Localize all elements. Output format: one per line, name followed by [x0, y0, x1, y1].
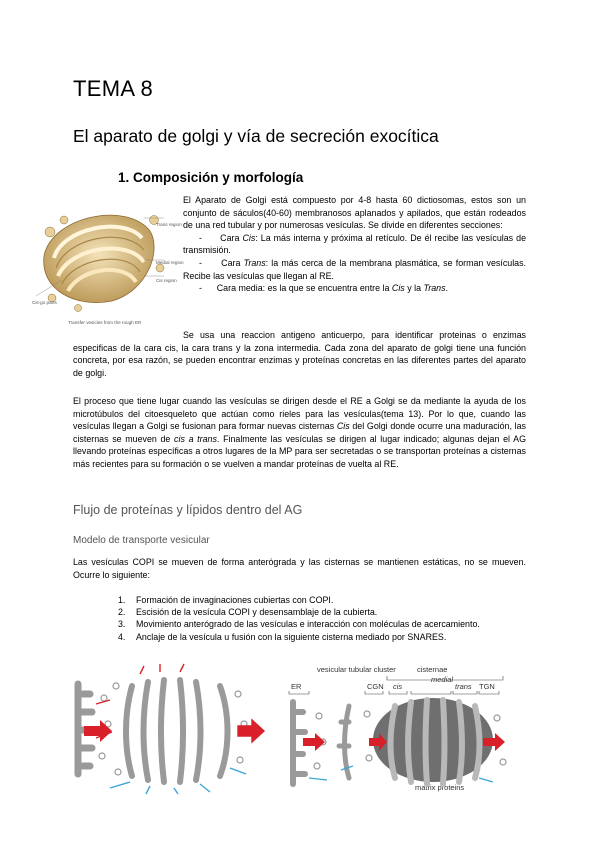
label-medial-region: Medial region [156, 260, 184, 265]
cisternae-labelled-diagram [283, 662, 518, 794]
label-matrix-proteins: matrix proteins [415, 783, 465, 792]
faces-list [183, 232, 526, 295]
antibody-paragraph: Se usa una reaccion antigeno anticuerpo, para identificar proteinas o enzimas especificas de la cara cis, la cara trans y la zona intermedia. Cada zona del aparato de golgi tiene una función concreta, por esa razón, se pueden encontrar enzimas y proteínas concretas en las diferentes partes del aparato de golgi. [73, 330, 526, 378]
steps-list [118, 594, 538, 643]
label-cis-go: Cis-go parts [32, 300, 57, 305]
step-item: 1. Formación de invaginaciones cubiertas con COPI. [118, 595, 334, 605]
label-trans: trans [455, 682, 472, 691]
label-trans-region: Trans region [156, 222, 182, 227]
vesicular-model-paragraph: Las vesículas COPI se mueven de forma anterógrada y las cisternas se mantienen estáticas, no se mueven. Ocurre lo siguiente: [73, 557, 526, 580]
page-title: El aparato de golgi y vía de secreción exocítica [73, 126, 439, 146]
page-heading: TEMA 8 [73, 76, 154, 101]
vesicular-transport-diagram [70, 664, 270, 794]
face-trans: - Cara Trans: la más cerca de la membrana plasmática, se forman vesículas. Recibe las vesículas que llegan al RE. [183, 257, 527, 281]
subsubheading: Modelo de transporte vesicular [73, 535, 210, 546]
face-cis: - Cara Cis: La más interna y próxima al retículo. De él recibe las vesículas de transmisión. [183, 232, 527, 256]
step-item: 3. Movimiento anterógrado de las vesículas e interacción con moléculas de acercamiento. [118, 619, 480, 630]
step-item: 2. Escisión de la vesícula COPI y desensamblaje de la cubierta. [118, 607, 378, 618]
section-heading: 1. Composición y morfología [118, 170, 304, 185]
subheading: Flujo de proteínas y lípidos dentro del AG [73, 503, 303, 517]
golgi-network-right [220, 686, 228, 776]
golgi-illustration [32, 196, 184, 326]
label-cis-region: Cis region [156, 278, 177, 283]
intro-text: El Aparato de Golgi está compuesto por 4-8 hasta 60 dictiosomas, estos son un conjunto de sáculos(40-60) membranosos aplanados y apilados, que están rodeados de una red tubular y por numerosas vesículas. Se divide en diferentes secciones: [183, 195, 526, 231]
face-media: - Cara media: es la que se encuentra entre la Cis y la Trans. [199, 283, 448, 294]
cisternae-stack [126, 680, 201, 782]
process-paragraph: El proceso que tiene lugar cuando las vesículas se dirigen desde el RE a Golgi se da mediante la ayuda de los microtúbulos del citoesqueleto que actúan como rieles para las vesículas(tema 13). Por lo que, cuando las vesículas llegan a Golgi se fusionan para formar nuevas cisternas Cis del Golgi donde ocurre una maduración, las cisternas se mueven de cis a trans. Finalmente las vesículas se dirigen al lugar indicado; algunas dejan el AG llevando proteínas específicas a otros lugares de la MP para ser secretadas o se transportan proteínas a cisternas más recientes para su formación o se vuelven a mandar proteínas de vuelta al RE. [73, 396, 526, 469]
label-medial: medial [431, 675, 454, 684]
label-cis: cis [393, 682, 403, 691]
golgi-stack-drawing [36, 215, 164, 311]
figure-caption: Transfer vesicles from the rough ER [68, 320, 142, 325]
step-item: 4. Anclaje de la vesícula u fusión con la siguiente cisterna mediado por SNARES. [118, 631, 447, 642]
label-er: ER [291, 682, 302, 691]
label-cisternae: cisternae [417, 665, 448, 674]
label-cgn: CGN [367, 682, 384, 691]
label-vtc: vesicular tubular cluster [317, 665, 396, 674]
label-tgn: TGN [479, 682, 495, 691]
intro-paragraph [183, 194, 526, 295]
